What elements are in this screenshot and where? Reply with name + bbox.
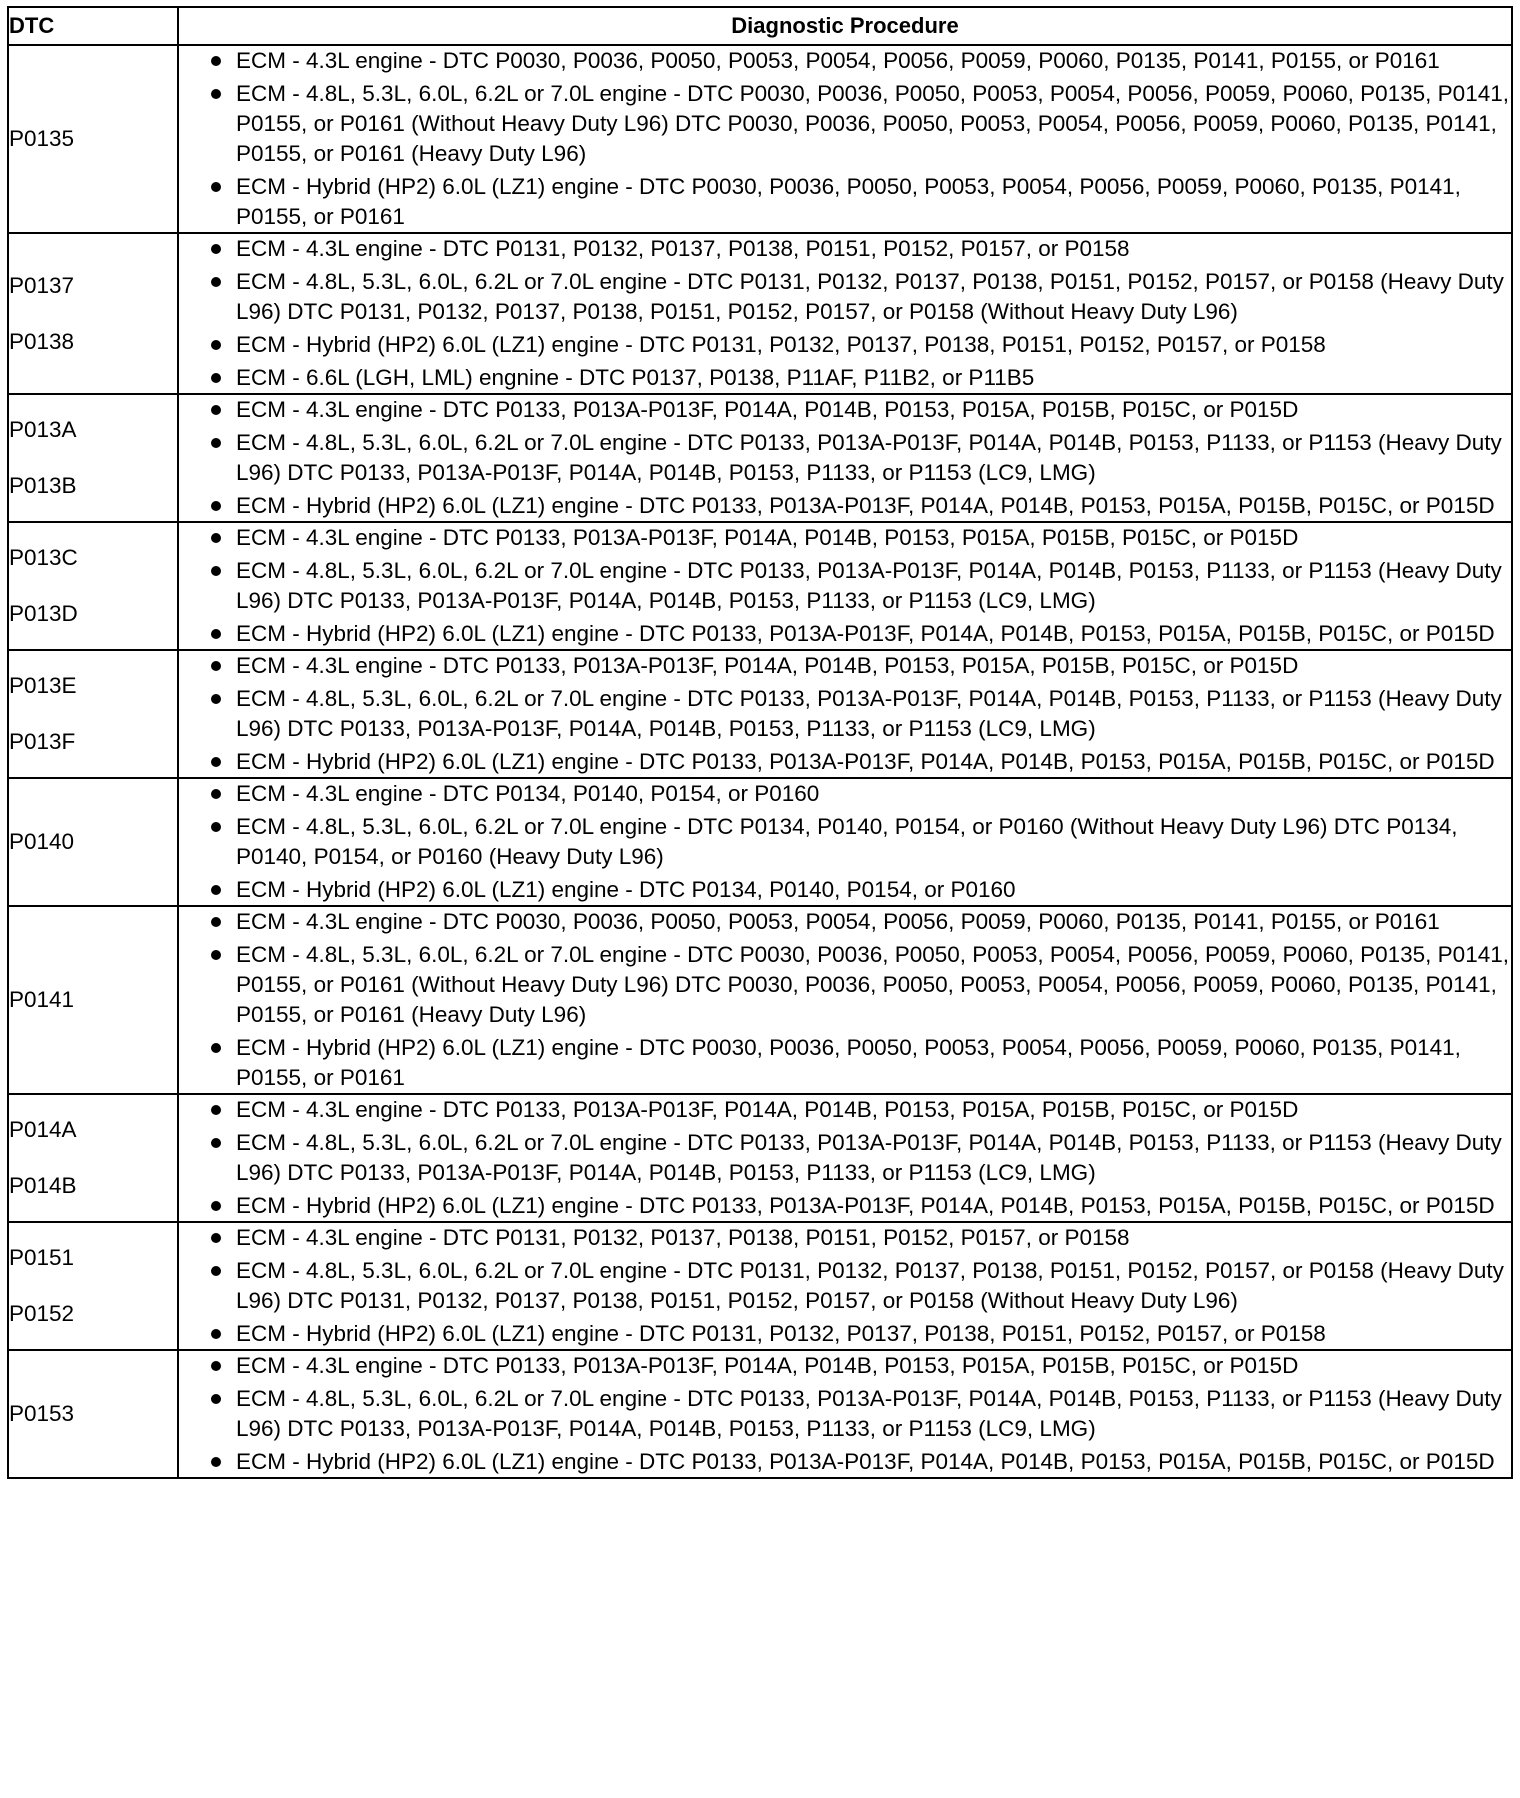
procedure-list <box>179 779 1511 905</box>
procedure-cell <box>178 522 1512 650</box>
dtc-code: P013C <box>9 545 78 570</box>
procedure-item: ECM - Hybrid (HP2) 6.0L (LZ1) engine - DTC P0131, P0132, P0137, P0138, P0151, P0152, P0157, or P0158 <box>179 1319 1511 1349</box>
procedure-item: ECM - 4.3L engine - DTC P0133, P013A-P013F, P014A, P014B, P0153, P015A, P015B, P015C, or P015D <box>179 1351 1511 1381</box>
dtc-procedure-table <box>7 6 1513 1479</box>
dtc-code: P013F <box>9 729 76 754</box>
procedure-list <box>179 1223 1511 1349</box>
procedure-cell <box>178 233 1512 394</box>
procedure-item: ECM - Hybrid (HP2) 6.0L (LZ1) engine - DTC P0133, P013A-P013F, P014A, P014B, P0153, P015A, P015B, P015C, or P015D <box>179 747 1511 777</box>
table-row <box>8 233 1512 394</box>
dtc-code: P013D <box>9 601 78 626</box>
procedure-list <box>179 234 1511 393</box>
procedure-cell <box>178 45 1512 233</box>
procedure-item: ECM - 4.8L, 5.3L, 6.0L, 6.2L or 7.0L engine - DTC P0131, P0132, P0137, P0138, P0151, P0152, P0157, or P0158 (Heavy Duty L96) DTC P0131, P0132, P0137, P0138, P0151, P0152, P0157, or P0158 (Without Heavy Duty L96) <box>179 267 1511 327</box>
dtc-code: P0152 <box>9 1301 75 1326</box>
table-row <box>8 650 1512 778</box>
procedure-item: ECM - 4.3L engine - DTC P0133, P013A-P013F, P014A, P014B, P0153, P015A, P015B, P015C, or P015D <box>179 395 1511 425</box>
procedure-cell <box>178 650 1512 778</box>
dtc-code: P0138 <box>9 328 75 354</box>
procedure-item: ECM - 4.8L, 5.3L, 6.0L, 6.2L or 7.0L engine - DTC P0133, P013A-P013F, P014A, P014B, P0153, P1133, or P1153 (Heavy Duty L96) DTC P0133, P013A-P013F, P014A, P014B, P0153, P1133, or P1153 (LC9, LMG) <box>179 428 1511 488</box>
dtc-code: P013B <box>9 473 77 498</box>
dtc-code: P0151 <box>9 1245 75 1270</box>
procedure-item: ECM - 4.8L, 5.3L, 6.0L, 6.2L or 7.0L engine - DTC P0133, P013A-P013F, P014A, P014B, P0153, P1133, or P1153 (Heavy Duty L96) DTC P0133, P013A-P013F, P014A, P014B, P0153, P1133, or P1153 (LC9, LMG) <box>179 1128 1511 1188</box>
dtc-cell <box>8 1350 178 1478</box>
procedure-item: ECM - 4.3L engine - DTC P0030, P0036, P0050, P0053, P0054, P0056, P0059, P0060, P0135, P0141, P0155, or P0161 <box>179 907 1511 937</box>
procedure-item: ECM - 4.8L, 5.3L, 6.0L, 6.2L or 7.0L engine - DTC P0134, P0140, P0154, or P0160 (Without Heavy Duty L96) DTC P0134, P0140, P0154, or P0160 (Heavy Duty L96) <box>179 812 1511 872</box>
dtc-code: P013A <box>9 417 77 442</box>
dtc-cell <box>8 1094 178 1222</box>
procedure-list <box>179 651 1511 777</box>
dtc-procedure-sheet <box>7 6 1513 1479</box>
procedure-cell <box>178 1222 1512 1350</box>
procedure-item: ECM - 4.8L, 5.3L, 6.0L, 6.2L or 7.0L engine - DTC P0133, P013A-P013F, P014A, P014B, P0153, P1133, or P1153 (Heavy Duty L96) DTC P0133, P013A-P013F, P014A, P014B, P0153, P1133, or P1153 (LC9, LMG) <box>179 1384 1511 1444</box>
dtc-cell <box>8 778 178 906</box>
dtc-cell <box>8 233 178 394</box>
procedure-item: ECM - 4.8L, 5.3L, 6.0L, 6.2L or 7.0L engine - DTC P0133, P013A-P013F, P014A, P014B, P0153, P1133, or P1153 (Heavy Duty L96) DTC P0133, P013A-P013F, P014A, P014B, P0153, P1133, or P1153 (LC9, LMG) <box>179 556 1511 616</box>
procedure-item: ECM - Hybrid (HP2) 6.0L (LZ1) engine - DTC P0133, P013A-P013F, P014A, P014B, P0153, P015A, P015B, P015C, or P015D <box>179 491 1511 521</box>
procedure-item: ECM - 4.8L, 5.3L, 6.0L, 6.2L or 7.0L engine - DTC P0030, P0036, P0050, P0053, P0054, P0056, P0059, P0060, P0135, P0141, P0155, or P0161 (Without Heavy Duty L96) DTC P0030, P0036, P0050, P0053, P0054, P0056, P0059, P0060, P0135, P0141, P0155, or P0161 (Heavy Duty L96) <box>179 940 1511 1030</box>
procedure-item: ECM - 6.6L (LGH, LML) engnine - DTC P0137, P0138, P11AF, P11B2, or P11B5 <box>179 363 1511 393</box>
procedure-item: ECM - 4.8L, 5.3L, 6.0L, 6.2L or 7.0L engine - DTC P0030, P0036, P0050, P0053, P0054, P0056, P0059, P0060, P0135, P0141, P0155, or P0161 (Without Heavy Duty L96) DTC P0030, P0036, P0050, P0053, P0054, P0056, P0059, P0060, P0135, P0141, P0155, or P0161 (Heavy Duty L96) <box>179 79 1511 169</box>
procedure-list <box>179 907 1511 1093</box>
procedure-item: ECM - 4.8L, 5.3L, 6.0L, 6.2L or 7.0L engine - DTC P0133, P013A-P013F, P014A, P014B, P0153, P1133, or P1153 (Heavy Duty L96) DTC P0133, P013A-P013F, P014A, P014B, P0153, P1133, or P1153 (LC9, LMG) <box>179 684 1511 744</box>
dtc-cell <box>8 394 178 522</box>
procedure-item: ECM - Hybrid (HP2) 6.0L (LZ1) engine - DTC P0133, P013A-P013F, P014A, P014B, P0153, P015A, P015B, P015C, or P015D <box>179 619 1511 649</box>
procedure-item: ECM - 4.3L engine - DTC P0131, P0132, P0137, P0138, P0151, P0152, P0157, or P0158 <box>179 1223 1511 1253</box>
dtc-code: P014B <box>9 1173 77 1198</box>
dtc-code: P0137 <box>9 272 75 298</box>
table-row <box>8 1222 1512 1350</box>
procedure-item: ECM - Hybrid (HP2) 6.0L (LZ1) engine - DTC P0133, P013A-P013F, P014A, P014B, P0153, P015A, P015B, P015C, or P015D <box>179 1191 1511 1221</box>
table-row <box>8 1350 1512 1478</box>
table-row <box>8 394 1512 522</box>
procedure-item: ECM - Hybrid (HP2) 6.0L (LZ1) engine - DTC P0030, P0036, P0050, P0053, P0054, P0056, P0059, P0060, P0135, P0141, P0155, or P0161 <box>179 172 1511 232</box>
table-row <box>8 778 1512 906</box>
dtc-cell <box>8 906 178 1094</box>
procedure-list <box>179 46 1511 232</box>
procedure-item: ECM - Hybrid (HP2) 6.0L (LZ1) engine - DTC P0030, P0036, P0050, P0053, P0054, P0056, P0059, P0060, P0135, P0141, P0155, or P0161 <box>179 1033 1511 1093</box>
dtc-code: P013E <box>9 673 77 698</box>
procedure-cell <box>178 778 1512 906</box>
procedure-item: ECM - Hybrid (HP2) 6.0L (LZ1) engine - DTC P0131, P0132, P0137, P0138, P0151, P0152, P0157, or P0158 <box>179 330 1511 360</box>
procedure-item: ECM - 4.8L, 5.3L, 6.0L, 6.2L or 7.0L engine - DTC P0131, P0132, P0137, P0138, P0151, P0152, P0157, or P0158 (Heavy Duty L96) DTC P0131, P0132, P0137, P0138, P0151, P0152, P0157, or P0158 (Without Heavy Duty L96) <box>179 1256 1511 1316</box>
column-header-procedure: Diagnostic Procedure <box>178 7 1512 45</box>
table-body <box>8 45 1512 1478</box>
procedure-list <box>179 523 1511 649</box>
dtc-cell <box>8 1222 178 1350</box>
dtc-code: P0141 <box>9 987 75 1012</box>
procedure-item: ECM - 4.3L engine - DTC P0133, P013A-P013F, P014A, P014B, P0153, P015A, P015B, P015C, or P015D <box>179 651 1511 681</box>
procedure-item: ECM - 4.3L engine - DTC P0030, P0036, P0050, P0053, P0054, P0056, P0059, P0060, P0135, P0141, P0155, or P0161 <box>179 46 1511 76</box>
procedure-list <box>179 395 1511 521</box>
dtc-cell <box>8 522 178 650</box>
procedure-item: ECM - 4.3L engine - DTC P0131, P0132, P0137, P0138, P0151, P0152, P0157, or P0158 <box>179 234 1511 264</box>
table-row <box>8 906 1512 1094</box>
dtc-code: P0140 <box>9 829 75 854</box>
procedure-item: ECM - 4.3L engine - DTC P0133, P013A-P013F, P014A, P014B, P0153, P015A, P015B, P015C, or P015D <box>179 1095 1511 1125</box>
procedure-cell <box>178 906 1512 1094</box>
dtc-code: P014A <box>9 1117 77 1142</box>
procedure-list <box>179 1095 1511 1221</box>
procedure-cell <box>178 1094 1512 1222</box>
procedure-item: ECM - 4.3L engine - DTC P0133, P013A-P013F, P014A, P014B, P0153, P015A, P015B, P015C, or P015D <box>179 523 1511 553</box>
table-header-row <box>8 7 1512 45</box>
dtc-code: P0135 <box>9 126 75 151</box>
procedure-item: ECM - 4.3L engine - DTC P0134, P0140, P0154, or P0160 <box>179 779 1511 809</box>
dtc-code: P0153 <box>9 1401 75 1426</box>
procedure-list <box>179 1351 1511 1477</box>
table-row <box>8 1094 1512 1222</box>
procedure-item: ECM - Hybrid (HP2) 6.0L (LZ1) engine - DTC P0134, P0140, P0154, or P0160 <box>179 875 1511 905</box>
column-header-dtc: DTC <box>8 7 178 45</box>
procedure-cell <box>178 1350 1512 1478</box>
dtc-cell <box>8 45 178 233</box>
table-row <box>8 45 1512 233</box>
procedure-item: ECM - Hybrid (HP2) 6.0L (LZ1) engine - DTC P0133, P013A-P013F, P014A, P014B, P0153, P015A, P015B, P015C, or P015D <box>179 1447 1511 1477</box>
procedure-cell <box>178 394 1512 522</box>
table-row <box>8 522 1512 650</box>
dtc-cell <box>8 650 178 778</box>
